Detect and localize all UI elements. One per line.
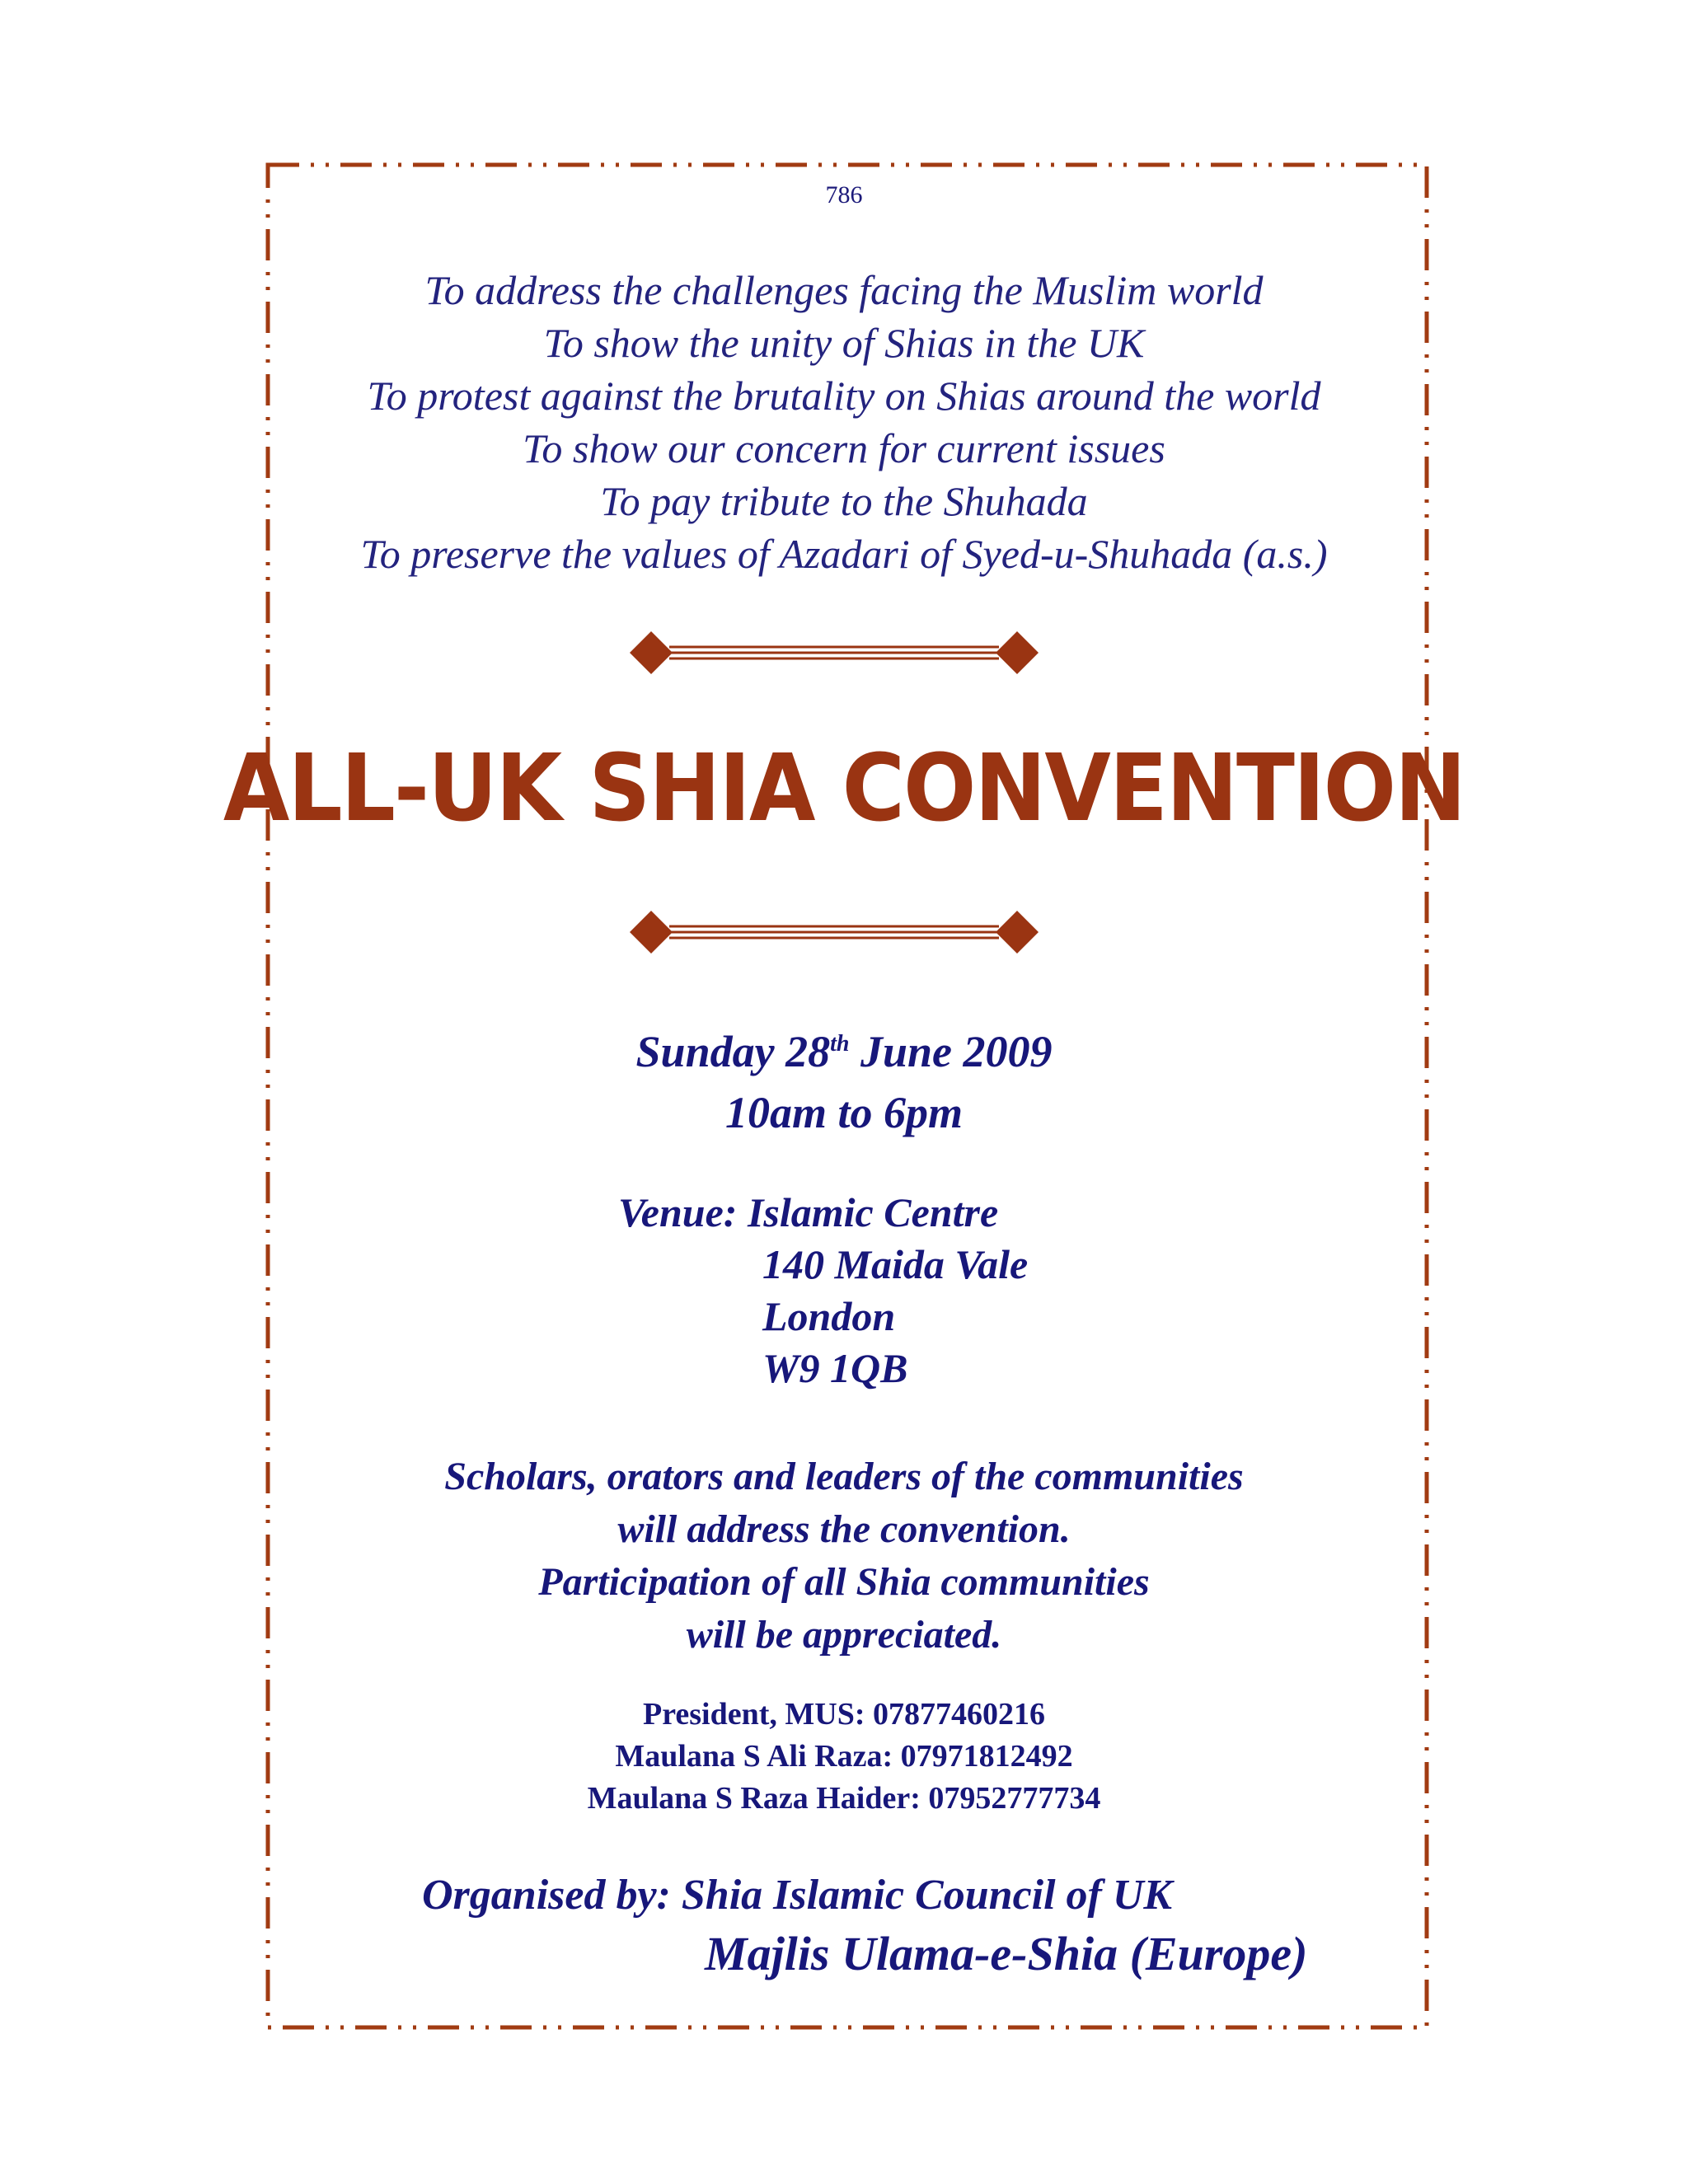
message-line: Scholars, orators and leaders of the communities [444,1455,1244,1498]
contact-item: Maulana S Ali Raza: 07971812492 [615,1739,1073,1774]
message-line: will be appreciated. [686,1613,1002,1657]
event-time: 10am to 6pm [724,1088,963,1137]
aims-list [0,264,1688,580]
aim-item: To show our concern for current issues [523,425,1165,471]
aim-item: To preserve the values of Azadari of Syed-u-Shuhada (a.s.) [360,531,1328,577]
aim-item: To address the challenges facing the Muslim world [424,267,1264,313]
contact-item: Maulana S Raza Haider: 07952777734 [587,1781,1101,1816]
venue-address-line: 140 Maida Vale [762,1241,1029,1287]
venue-block [618,1187,1028,1394]
message-line: Participation of all Shia communities [538,1560,1150,1604]
diamond-rule-ornament-icon [628,907,1040,957]
aim-item: To protest against the brutality on Shias around the world [367,373,1321,419]
message-line: will address the convention. [617,1507,1071,1551]
venue-label: Venue: Islamic Centre [618,1189,999,1235]
event-date: Sunday 28th June 2009 [635,1027,1053,1076]
contact-list [0,1694,1688,1820]
invitation-message [0,1451,1688,1661]
venue-address-line: London [762,1293,896,1339]
event-title: ALL-UK SHIA CONVENTION [223,733,1465,842]
organiser-line: Majlis Ulama-e-Shia (Europe) [705,1927,1308,1980]
aim-item: To pay tribute to the Shuhada [600,478,1088,524]
event-datetime [0,1014,1688,1143]
organiser-line: Organised by: Shia Islamic Council of UK [422,1872,1173,1919]
page-number: 786 [825,181,863,209]
diamond-rule-ornament-icon [628,628,1040,677]
aim-item: To show the unity of Shias in the UK [543,320,1145,366]
venue-address-line: W9 1QB [762,1345,908,1391]
contact-item: President, MUS: 07877460216 [643,1697,1045,1732]
